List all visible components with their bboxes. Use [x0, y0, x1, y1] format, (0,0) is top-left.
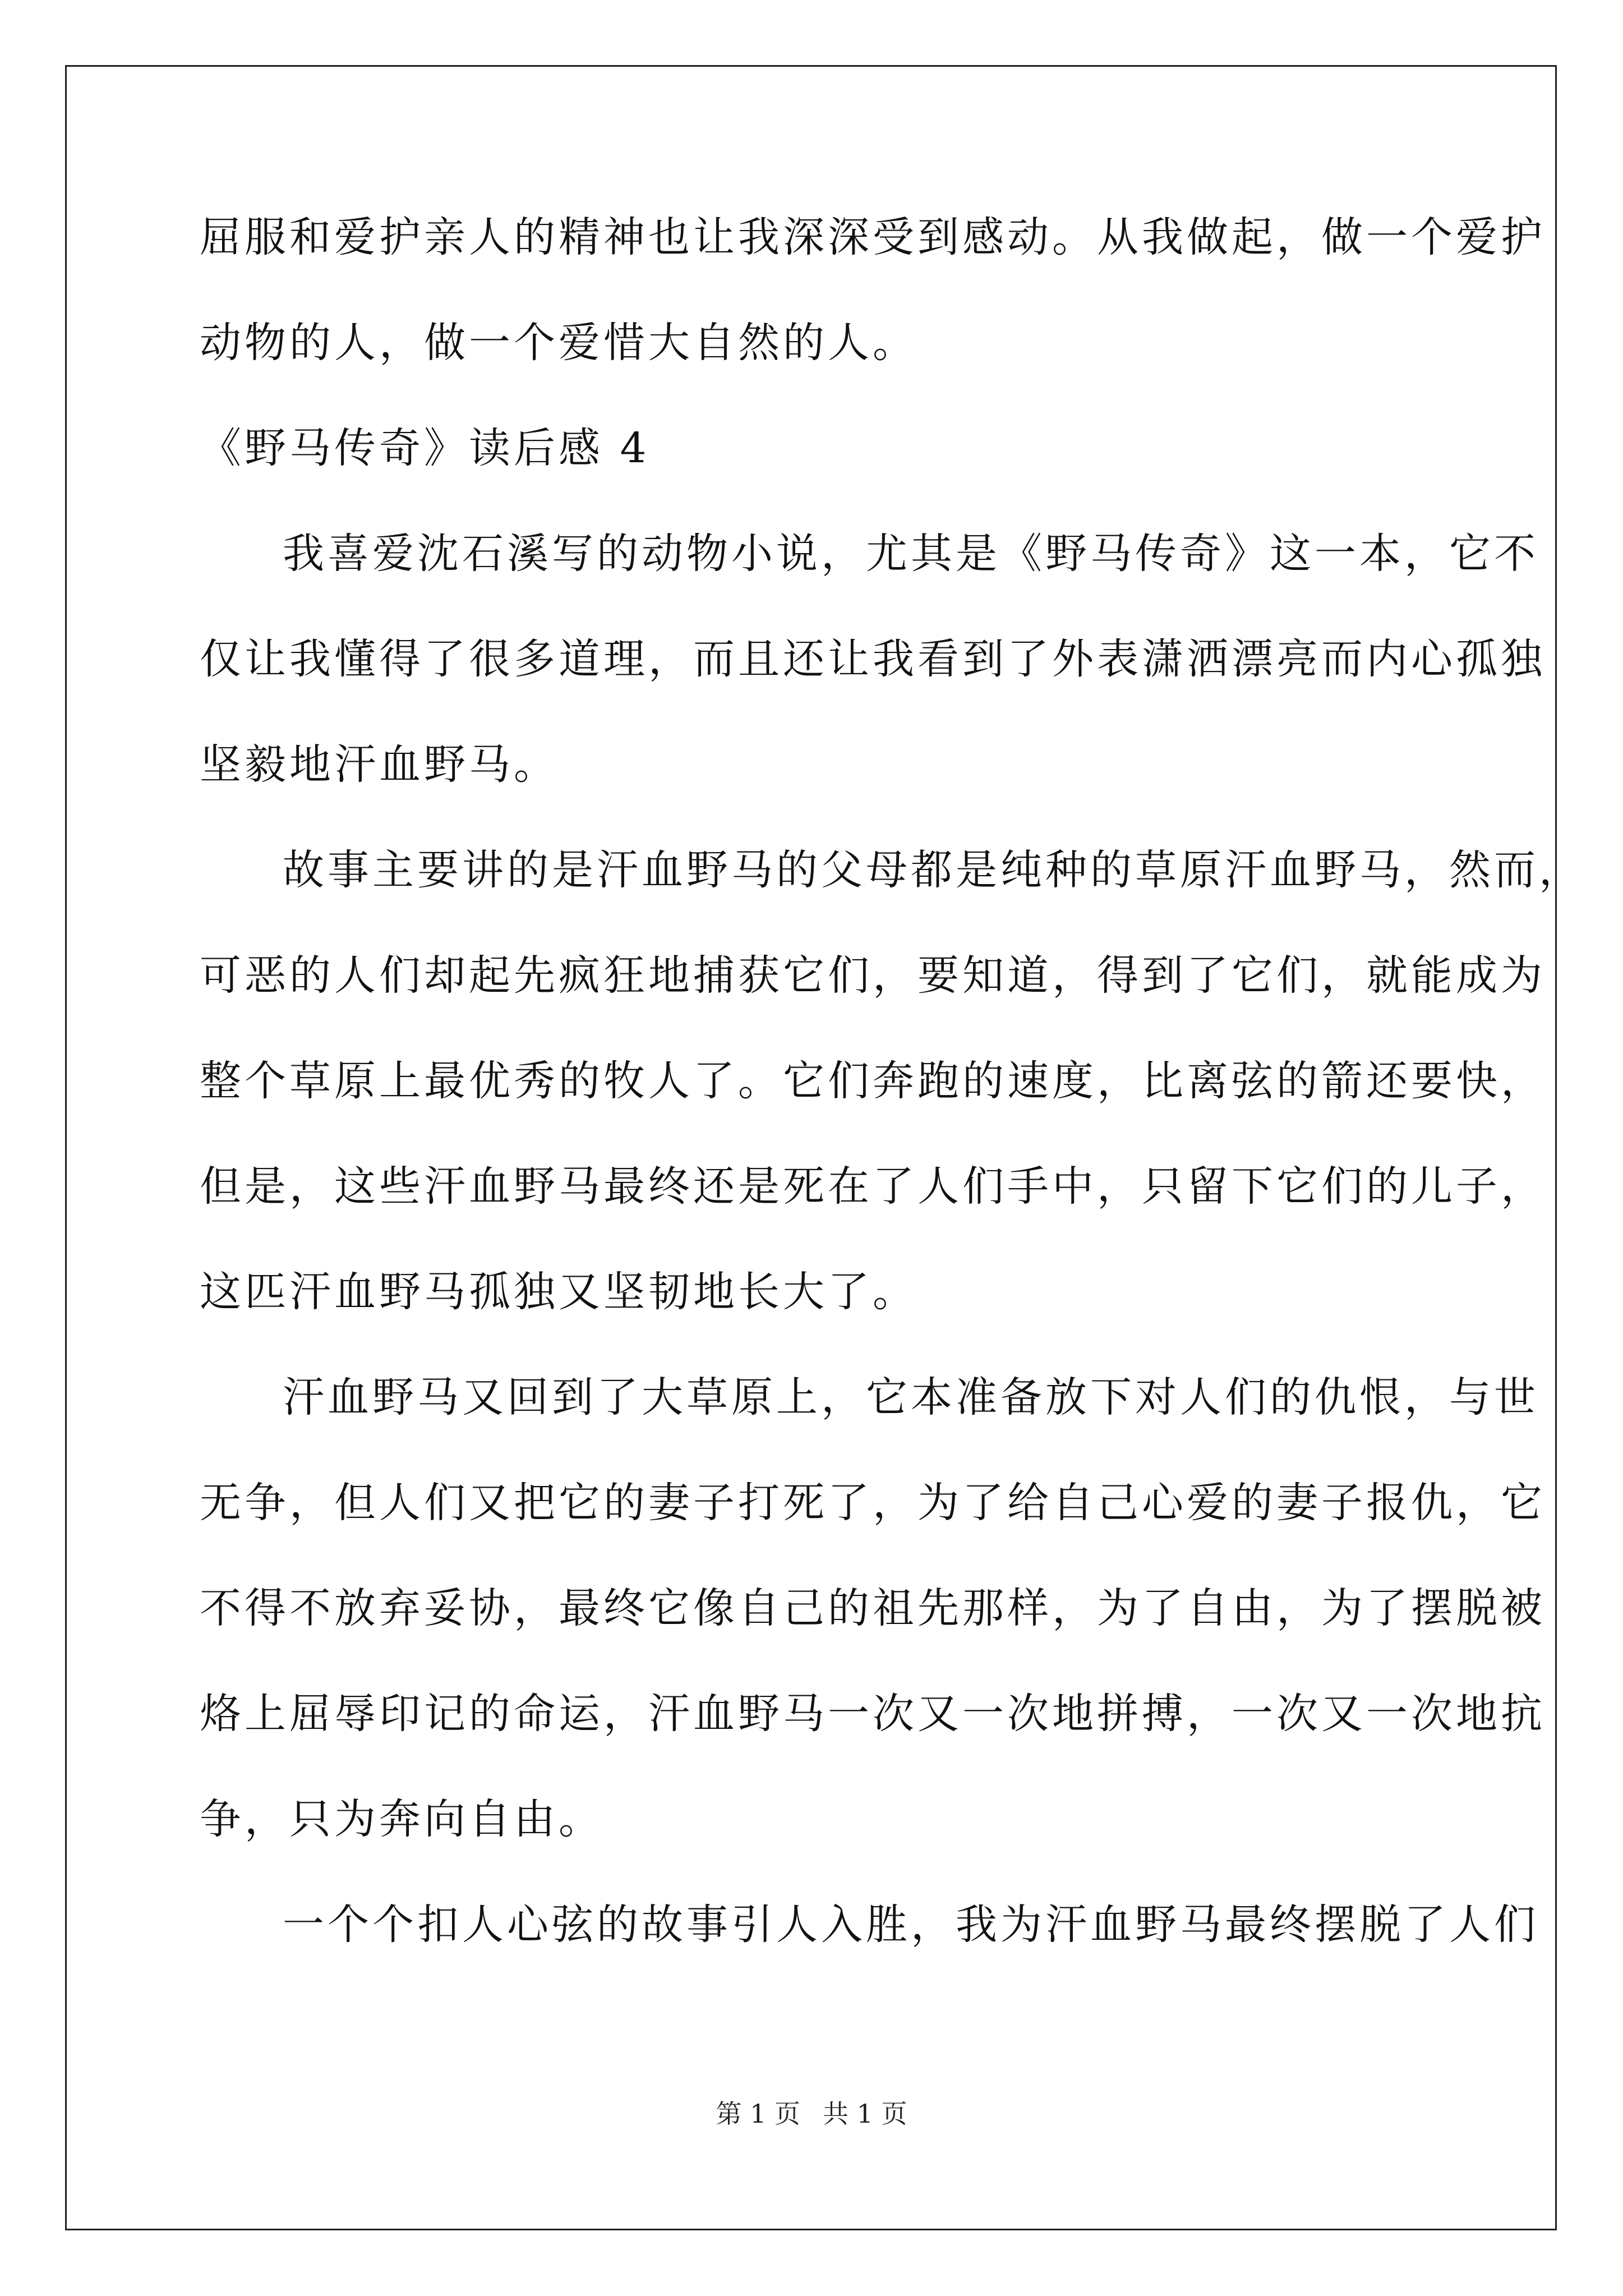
paragraph-3-line: 争，只为奔向自由。 — [200, 1795, 603, 1843]
paragraph-3-line: 无争，但人们又把它的妻子打死了，为了给自己心爱的妻子报仇，它 — [200, 1479, 1546, 1527]
paragraph-1-line: 坚毅地汗血野马。 — [200, 740, 559, 789]
paragraph-2-line: 整个草原上最优秀的牧人了。它们奔跑的速度，比离弦的箭还要快， — [200, 1057, 1546, 1105]
paragraph-2-line: 但是，这些汗血野马最终还是死在了人们手中，只留下它们的儿子， — [200, 1162, 1546, 1211]
paragraph-1-line: 我喜爱沈石溪写的动物小说，尤其是《野马传奇》这一本，它不 — [283, 530, 1539, 578]
section-title: 《野马传奇》读后感 4 — [200, 424, 650, 472]
paragraph-3-line: 不得不放弃妥协，最终它像自己的祖先那样，为了自由，为了摆脱被 — [200, 1584, 1546, 1632]
page-footer — [0, 2098, 1623, 2129]
paragraph-2-line: 可恶的人们却起先疯狂地捕获它们，要知道，得到了它们，就能成为 — [200, 951, 1546, 1000]
page-total: 共 1 页 — [823, 2099, 907, 2129]
paragraph-3-line: 烙上屈辱印记的命运，汗血野马一次又一次地拼搏，一次又一次地抗 — [200, 1690, 1546, 1738]
paragraph-3-line: 汗血野马又回到了大草原上，它本准备放下对人们的仇恨，与世 — [283, 1373, 1539, 1421]
page-number: 第 1 页 — [716, 2099, 800, 2129]
paragraph-2-line: 故事主要讲的是汗血野马的父母都是纯种的草原汗血野马，然而， — [283, 846, 1584, 894]
text-line: 屈服和爱护亲人的精神也让我深深受到感动。从我做起，做一个爱护 — [200, 213, 1546, 261]
paragraph-4-line: 一个个扣人心弦的故事引人入胜，我为汗血野马最终摆脱了人们 — [283, 1901, 1539, 1949]
text-line: 动物的人，做一个爱惜大自然的人。 — [200, 319, 917, 367]
paragraph-2-line: 这匹汗血野马孤独又坚韧地长大了。 — [200, 1268, 917, 1316]
paragraph-1-line: 仅让我懂得了很多道理，而且还让我看到了外表潇洒漂亮而内心孤独 — [200, 635, 1546, 683]
document-body — [200, 211, 1584, 1951]
